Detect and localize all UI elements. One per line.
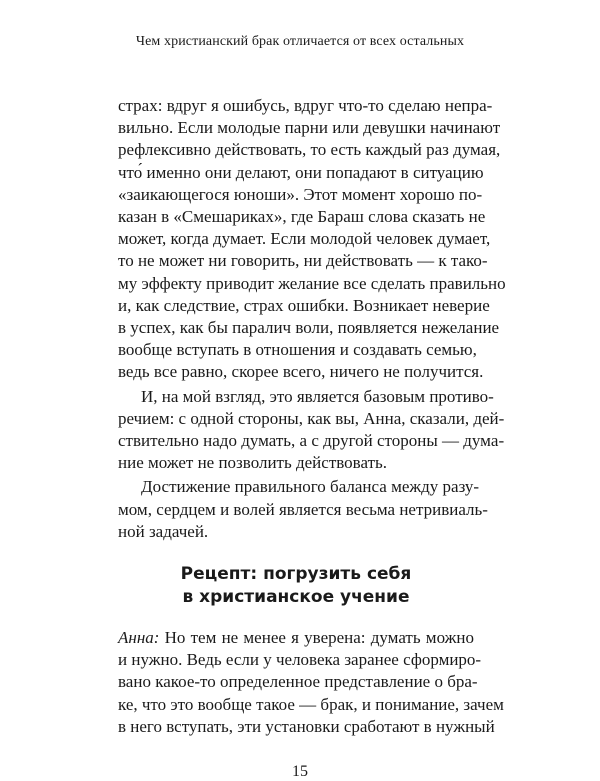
- text-line: в него вступать, эти установки сработают в нужный: [118, 716, 495, 736]
- running-head: Чем христианский брак отличается от всех остальных: [135, 34, 465, 49]
- section-heading-line: в христианское учение: [182, 587, 410, 607]
- text-line: вильно. Если молодые парни или девушки начинают: [118, 118, 501, 138]
- page-number: 15: [292, 763, 308, 780]
- text-line: и нужно. Ведь если у человека заранее сформиро-: [118, 650, 482, 670]
- text-line: мом, сердцем и волей является весьма нетривиаль-: [118, 499, 488, 519]
- dialogue-text: Но тем не менее я уверена: думать можно: [159, 628, 474, 647]
- speaker-name: Анна:: [118, 628, 160, 647]
- text-line: может, когда думает. Если молодой человек думает,: [118, 229, 491, 249]
- text-line: ние может не позволить действовать.: [118, 453, 387, 473]
- text-line: в успех, как бы паралич воли, появляется нежелание: [118, 318, 500, 337]
- text-line: Достижение правильного баланса между разу-: [141, 477, 480, 497]
- text-line: ной задачей.: [118, 521, 209, 541]
- text-line: и, как следствие, страх ошибки. Возникает неверие: [118, 295, 490, 315]
- text-line: ведь все равно, скорее всего, ничего не получится.: [118, 362, 484, 382]
- text-line: речием: с одной стороны, как вы, Анна, сказали, дей-: [118, 408, 505, 428]
- text-line: что́ именно они делают, они попадают в ситуацию: [118, 162, 484, 182]
- text-line: страх: вдруг я ошибусь, вдруг что-то сделаю непра-: [118, 96, 493, 115]
- text-line: казан в «Смешариках», где Бараш слова сказать не: [118, 207, 486, 226]
- text-line: И, на мой взгляд, это является базовым противо-: [141, 386, 494, 406]
- text-line: вано какое-то определенное представление о бра-: [118, 672, 478, 692]
- dialogue-first-line: [118, 626, 474, 650]
- text-line: вообще вступать в отношения и создавать семью,: [118, 340, 477, 360]
- text-line: то не может ни говорить, ни действовать — к тако-: [118, 251, 488, 271]
- text-line: му эффекту приводит желание все сделать правильно: [118, 273, 506, 293]
- text-line: рефлексивно действовать, то есть каждый раз думая,: [118, 140, 501, 160]
- section-heading-line: Рецепт: погрузить себя: [180, 564, 412, 584]
- text-line: «заикающегося юноши». Этот момент хорошо по-: [118, 184, 483, 204]
- text-line: ке, что это вообще такое — брак, и понимание, зачем: [118, 694, 504, 714]
- text-line: ствительно надо думать, а с другой стороны — думa-: [118, 431, 505, 450]
